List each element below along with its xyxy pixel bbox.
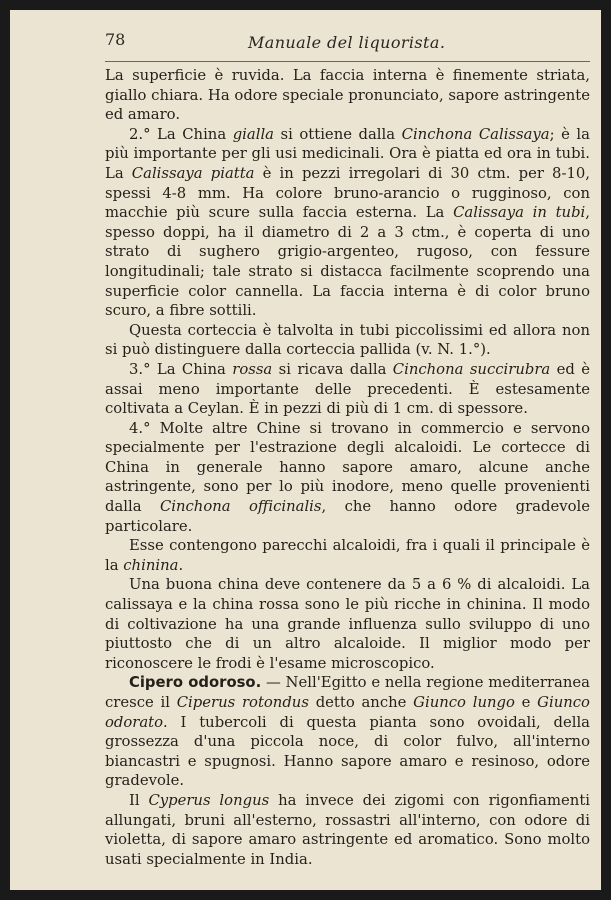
text-run: Questa corteccia è talvolta in tubi piccolissimi ed allora non si può distinguere dalla corteccia pallida (v. N. 1.°). — [105, 321, 590, 359]
text-run: detto anche — [308, 694, 414, 711]
text-run: , che hanno odore gradevole particolare. — [105, 498, 590, 535]
text-run: 3.° La China — [129, 360, 233, 378]
book-page — [10, 10, 601, 890]
text-run: ed è assai meno importante delle precedenti. È estesamente coltivata a Ceylan. È in pezzi di più di 1 cm. di spessore. — [105, 360, 590, 418]
italic-term: rossa — [232, 360, 273, 378]
text-run: La superficie è ruvida. La faccia interna è finemente striata, giallo chiara. Ha odore speciale pronunciato, sapore astringente ed amaro. — [105, 67, 590, 124]
entry-term: Cipero odoroso. — [129, 674, 262, 692]
running-title: Manuale del liquorista. — [248, 33, 446, 52]
body-text — [105, 66, 590, 869]
text-run: 4.° Molte altre Chine si trovano in commercio e servono specialmente per l'estrazione degli alcaloidi. Le cortecce di China in generale hanno sapore amaro, alcune anche astringente, sono per lo più inodore, meno quelle provenienti dalla — [105, 419, 590, 516]
text-run: . — [178, 556, 184, 574]
italic-term: Cinchona Calissaya — [401, 125, 550, 143]
paragraph — [105, 360, 590, 419]
paragraph — [105, 673, 590, 791]
page-number: 78 — [105, 30, 126, 49]
text-run: ha invece dei zigomi con rigonfiamenti allungati, bruni all'esterno, rossastri all'interno, con odore di violetta, di sapore amaro astringente ed aromatico. Sono molto usati specialmente in India. — [105, 791, 590, 868]
text-run: 2.° La China — [129, 125, 233, 143]
italic-term: Cinchona officinalis — [159, 498, 322, 516]
italic-term: chinina — [123, 556, 179, 574]
header-rule — [105, 61, 590, 62]
paragraph — [105, 536, 590, 575]
text-run: Il — [129, 791, 149, 809]
text-run: — Nell'Egitto e nella regione mediterranea cresce il — [105, 674, 590, 711]
page-header — [10, 24, 601, 54]
paragraph — [105, 321, 590, 360]
italic-term: Calissaya in tubi — [453, 204, 586, 222]
text-run: e — [514, 694, 538, 711]
text-run: Esse contengono parecchi alcaloidi, fra i quali il principale è la — [105, 537, 590, 574]
paragraph — [105, 791, 590, 869]
text-run: è in pezzi irregolari di 30 ctm. per 8-10, spessi 4-8 mm. Ha colore bruno-arancio o rugginoso, con macchie più scure sulla faccia esterna. La — [105, 164, 590, 222]
paragraph — [105, 125, 590, 321]
paragraph — [105, 575, 590, 673]
paragraph — [105, 419, 590, 537]
italic-term: Cinchona succirubra — [392, 360, 551, 378]
text-run: , spesso doppi, ha il diametro di 2 a 3 ctm., è coperta di uno strato di sughero grigio-argenteo, rugoso, con fessure longitudinali; tale strato si distacca facilmente scoprendo una superficie color cannella. La faccia interna è di color bruno scuro, a fibre sottili. — [105, 204, 591, 320]
text-run: Una buona china deve contenere da 5 a 6 % di alcaloidi. La calissaya e la china rossa sono le più ricche in chinina. Il modo di coltivazione ha una grande influenza sullo sviluppo di uno piuttosto che di un altro alcaloide. Il miglior modo per riconoscere le frodi è l'esame microscopico. — [105, 576, 590, 672]
text-run: si ricava dalla — [272, 360, 393, 378]
italic-term: Giunco lungo — [413, 694, 515, 711]
text-run: ; è la più importante per gli usi medicinali. Ora è piatta ed ora in tubi. La — [105, 125, 590, 182]
text-run: . I tubercoli di questa pianta sono ovoidali, della grossezza d'una piccola noce, di color fulvo, all'interno biancastri e spugnosi. Hanno sapore amaro e resinoso, odore gradevole. — [105, 713, 590, 790]
italic-term: Giunco odorato — [105, 694, 590, 731]
text-run: si ottiene dalla — [274, 125, 402, 143]
italic-term: gialla — [232, 125, 275, 143]
italic-term: Calissaya piatta — [131, 164, 255, 182]
italic-term: Ciperus rotondus — [176, 694, 309, 711]
italic-term: Cyperus longus — [148, 791, 270, 809]
paragraph — [105, 66, 590, 125]
